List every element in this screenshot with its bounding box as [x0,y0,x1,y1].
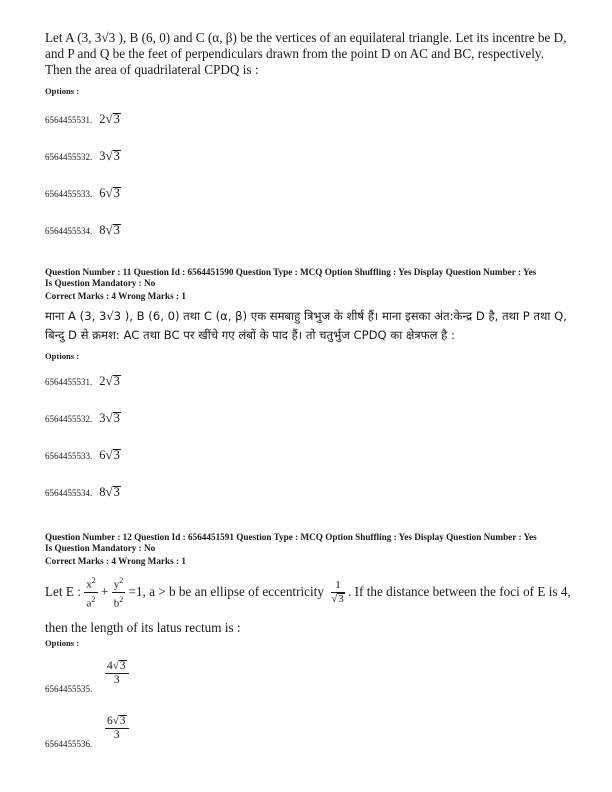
q10-option-2[interactable] [45,147,121,165]
option-id: 6564455531. [45,115,93,125]
q11-meta-2: Is Question Mandatory : No [45,278,156,288]
q10-line-1-text: Let A (3, 3√3 ), B (6, 0) and C (α, β) be the vertices of an equilateral triangle. Let its incentre be D, [45,30,567,45]
q10-option-1[interactable] [45,110,121,128]
option-value: 6√3 [99,185,120,200]
option-value: 8√3 [99,484,120,499]
q11-option-2[interactable] [45,409,121,427]
option-id: 6564455533. [45,451,93,461]
q12-meta-2: Is Question Mandatory : No [45,543,156,553]
option-value: 3√3 [99,148,120,163]
q12-suffix: . If the distance between the foci of E is 4, [348,584,571,600]
q11-hindi-line-1: माना A (3, 3√3 ), B (6, 0) तथा C (α, β) एक समबाहु त्रिभुज के शीर्ष हैं। माना इसका अंत:केन्द्र D है, तथा P तथा Q, [45,309,567,323]
option-value: 2√3 [99,373,120,388]
option-id: 6564455535. [45,684,93,694]
q12-prefix: Let E : [45,584,81,600]
y-squared-over-b-squared: $\frac{y^2}{b^2}$ [113,576,124,610]
q12-options-label: Options : [45,638,80,648]
option-id: 6564455533. [45,189,93,199]
q11-option-1[interactable] [45,372,121,390]
option-id: 6564455532. [45,152,93,162]
q11-hindi-line-2: बिन्दु D से क्रमश: AC तथा BC पर खींचे गए लंबों के पाद हैं। तो चतुर्भुज CPDQ का क्षेत्रफल है : [45,328,455,342]
q12-line-2: then the length of its latus rectum is : [45,620,241,635]
q11-option-3[interactable] [45,446,121,464]
q10-line-3: Then the area of quadrilateral CPDQ is : [45,62,259,77]
option-id: 6564455534. [45,226,93,236]
option-id: 6564455534. [45,488,93,498]
q12-eq-text: =1, a > b be an ellipse of eccentricity [128,584,324,600]
option-value: 3√3 [99,410,120,425]
option-value: $\frac{6√3}{3}$ [105,715,129,742]
q10-option-3[interactable] [45,184,121,202]
q10-option-4[interactable] [45,221,121,239]
option-value: 8√3 [99,222,120,237]
q12-meta-3: Correct Marks : 4 Wrong Marks : 1 [45,556,186,566]
q10-line-1 [45,30,566,46]
q12-line-1: Let E : $\frac{x^2}{a^2}$ + $\frac{y^2}{b^2}$ =1, a > b be an ellipse of eccentricity $\frac{1}{√3}$ . If the distance between the foci of E is 4, [45,576,571,610]
option-id: 6564455531. [45,377,93,387]
q11-meta-3: Correct Marks : 4 Wrong Marks : 1 [45,291,186,301]
option-id: 6564455532. [45,414,93,424]
option-value: $\frac{4√3}{3}$ [105,660,129,687]
eccentricity-fraction: $\frac{1}{√3}$ [331,578,344,605]
option-value: 2√3 [99,111,120,126]
x-squared-over-a-squared: $\frac{x^2}{a^2}$ [86,576,96,610]
q10-options-label: Options : [45,86,80,96]
option-id: 6564455536. [45,739,93,749]
q12-meta-1: Question Number : 12 Question Id : 6564451591 Question Type : MCQ Option Shuffling : Yes Display Question Number : Yes [45,532,537,542]
option-value: 6√3 [99,447,120,462]
q11-option-4[interactable] [45,483,121,501]
q10-line-2: and P and Q be the feet of perpendiculars drawn from the point D on AC and BC, respectively. [45,46,544,61]
q11-options-label: Options : [45,351,80,361]
q11-meta-1: Question Number : 11 Question Id : 6564451590 Question Type : MCQ Option Shuffling : Yes Display Question Number : Yes [45,267,537,277]
